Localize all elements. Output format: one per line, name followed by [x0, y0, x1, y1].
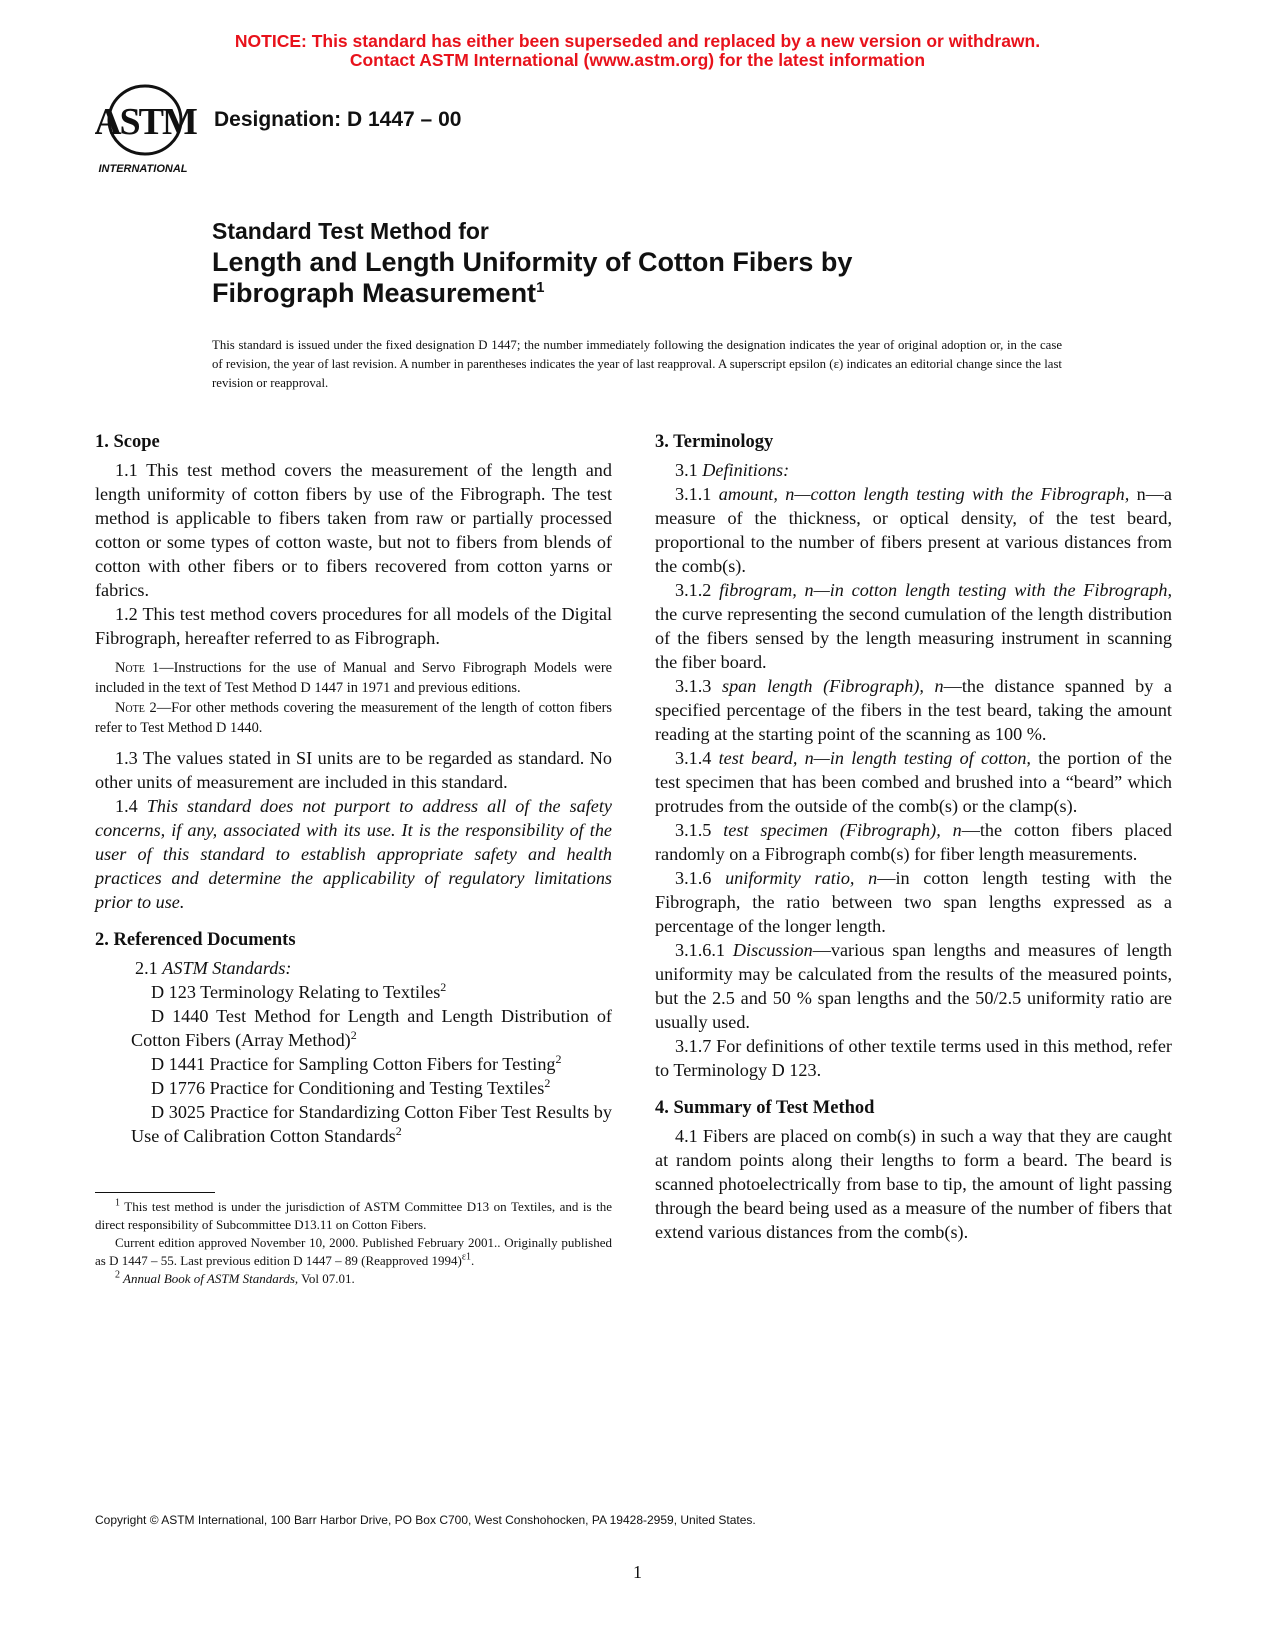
- refdocs-heading: 2. Referenced Documents: [95, 930, 296, 950]
- title-line-3-text: Fibrograph Measurement: [212, 278, 537, 308]
- def-term: amount, n—cotton length testing with the Fibrograph,: [718, 484, 1130, 504]
- svg-text:INTERNATIONAL: INTERNATIONAL: [98, 163, 188, 175]
- footnote-1: [95, 1198, 612, 1234]
- def-3-1-4: [655, 746, 1172, 818]
- astm-logo-mark-icon: [95, 82, 203, 178]
- astm-logo: [95, 82, 203, 178]
- para-2-1: [95, 956, 612, 980]
- def-term: fibrogram, n—in cotton length testing with the Fibrograph,: [719, 580, 1172, 600]
- para-3-1-num: 3.1: [675, 460, 703, 480]
- designation: Designation: D 1447 – 00: [214, 108, 462, 131]
- ref-item-text: D 1776 Practice for Conditioning and Testing Textiles: [151, 1078, 545, 1098]
- footnote-divider: [95, 1192, 215, 1193]
- ref-item: [95, 1076, 612, 1100]
- footnote-2-text: Vol 07.01.: [298, 1271, 355, 1286]
- footnote-1b: Current edition approved November 10, 2000. Published February 2001.. Originally published as D 1447 – 55. Last previous edition D 1447 – 89 (Reapproved 1994)$^{\varepsilon 1}$.: [95, 1235, 612, 1268]
- footnote-1-marker: 1: [115, 1197, 120, 1209]
- footnote-2-italic: Annual Book of ASTM Standards,: [120, 1271, 299, 1286]
- ref-item-text: D 1440 Test Method for Length and Length Distribution of Cotton Fibers (Array Method): [131, 1006, 612, 1050]
- note-2-label: Note 2: [115, 700, 157, 716]
- issue-statement: This standard is issued under the fixed designation D 1447; the number immediately following the designation indicates the year of original adoption or, in the case of revision, the year of last revision. A number in parentheses indicates the year of last reapproval. A superscript epsilon (ε) indicates an editorial change since the last revision or reapproval.: [212, 338, 1062, 390]
- title-line-3: [212, 278, 852, 309]
- ref-footnote-ref: 2: [395, 1123, 402, 1138]
- def-text: the portion of the test specimen that has been combed and brushed into a “beard” which protrudes from the outside of the comb(s) or the clamp(s).: [655, 748, 1172, 816]
- ref-footnote-ref: 2: [350, 1027, 357, 1042]
- para-2-1-text: ASTM Standards:: [162, 958, 292, 978]
- note-2: [95, 698, 612, 738]
- notice-line-2: Contact ASTM International (www.astm.org) for the latest information: [349, 50, 926, 70]
- ref-item: [95, 980, 612, 1004]
- title-line-1: Standard Test Method for: [212, 218, 489, 244]
- def-text: —the distance spanned by a specified percentage of the fibers in the test beard, taking the amount reading at the starting point of the scanning as 100 %.: [655, 676, 1173, 744]
- para-1-1: 1.1 This test method covers the measurement of the length and length uniformity of cotton fibers by use of the Fibrograph. The test method is applicable to fibers taken from raw or partially processed cotton or some types of cotton waste, but not to fibers from blends of cotton with other fibers or to fibers recovered from cotton yarns or fabrics.: [95, 460, 612, 600]
- note-2-text: —For other methods covering the measurement of the length of cotton fibers refer to Test Method D 1440.: [95, 700, 613, 736]
- def-term: uniformity ratio, n: [725, 868, 878, 888]
- def-3-1-7: 3.1.7 For definitions of other textile terms used in this method, refer to Terminology D 123.: [655, 1036, 1172, 1080]
- footnote-1-text: This test method is under the jurisdiction of ASTM Committee D13 on Textiles, and is the direct responsibility of Subcommittee D13.11 on Cotton Fibers.: [95, 1199, 612, 1232]
- svg-text:ASTM: ASTM: [95, 101, 196, 143]
- footnote-2: [95, 1270, 612, 1288]
- para-1-2: 1.2 This test method covers procedures for all models of the Digital Fibrograph, hereafter referred to as Fibrograph.: [95, 604, 612, 648]
- def-3-1-6-1: [655, 938, 1172, 1034]
- para-2-1-num: 2.1: [135, 958, 163, 978]
- para-1-4-num: 1.4: [115, 796, 147, 816]
- para-1-4-text: This standard does not purport to address all of the safety concerns, if any, associated with its use. It is the responsibility of the user of this standard to establish appropriate safety and health practices and determine the applicability of regulatory limitations prior to use.: [95, 796, 613, 912]
- def-num: 3.1.6.1: [675, 940, 733, 960]
- def-num: 3.1.6: [675, 868, 726, 888]
- left-column: [95, 430, 612, 1148]
- para-1-4: [95, 794, 612, 914]
- def-3-1-6: [655, 866, 1172, 938]
- ref-footnote-ref: 2: [440, 979, 447, 994]
- def-3-1-2: [655, 578, 1172, 674]
- ref-item-text: D 1441 Practice for Sampling Cotton Fibers for Testing: [151, 1054, 556, 1074]
- def-3-1-5: [655, 818, 1172, 866]
- scope-heading: 1. Scope: [95, 432, 160, 452]
- footnote-2-marker: 2: [115, 1269, 120, 1281]
- ref-item: [95, 1100, 612, 1148]
- def-term: Discussion: [732, 940, 813, 960]
- terminology-heading: 3. Terminology: [655, 432, 774, 452]
- note-1-text: —Instructions for the use of Manual and Servo Fibrograph Models were included in the text of Test Method D 1447 in 1971 and previous editions.: [95, 660, 612, 696]
- page-number: 1: [633, 1562, 642, 1582]
- para-1-3: 1.3 The values stated in SI units are to be regarded as standard. No other units of measurement are included in this standard.: [95, 748, 612, 792]
- ref-item: [95, 1052, 612, 1076]
- def-text: —various span lengths and measures of length uniformity may be calculated from the results of the measured points, but the 2.5 and 50 % span lengths and the 50/2.5 uniformity ratio are usually used.: [655, 940, 1172, 1032]
- def-term: test specimen (Fibrograph), n: [723, 820, 962, 840]
- def-num: 3.1.5: [675, 820, 724, 840]
- notice-line-1: NOTICE: This standard has either been superseded and replaced by a new version or withdrawn.: [234, 31, 1041, 51]
- summary-heading: 4. Summary of Test Method: [655, 1098, 875, 1118]
- footnote-1b-text: Current edition approved November 10, 2000. Published February 2001.. Originally published as D 1447 – 55. Last previous edition D 1447 – 89 (Reapproved 1994): [95, 1235, 612, 1268]
- ref-item-text: D 3025 Practice for Standardizing Cotton Fiber Test Results by Use of Calibration Cotton Standards: [131, 1102, 612, 1146]
- para-3-1: [655, 458, 1172, 482]
- def-text: n—a measure of the thickness, or optical density, of the test beard, proportional to the number of fibers present at various distances from the comb(s).: [655, 484, 1172, 576]
- def-num: 3.1.3: [675, 676, 722, 696]
- copyright-line: Copyright © ASTM International, 100 Barr Harbor Drive, PO Box C700, West Conshohocken, PA 19428-2959, United States.: [95, 1513, 756, 1527]
- def-num: 3.1.1: [675, 484, 719, 504]
- def-text: the curve representing the second cumulation of the length distribution of the fibers sensed by the length measuring instrument in scanning the fiber board.: [655, 604, 1172, 672]
- def-3-1-1: [655, 482, 1172, 578]
- ref-footnote-ref: 2: [555, 1051, 562, 1066]
- def-text: —the cotton fibers placed randomly on a Fibrograph comb(s) for fiber length measurements.: [655, 820, 1172, 864]
- title-line-2: Length and Length Uniformity of Cotton Fibers by: [212, 247, 853, 277]
- ref-footnote-ref: 2: [544, 1075, 551, 1090]
- right-column: [655, 430, 1172, 1244]
- note-1: [95, 658, 612, 698]
- ref-item: [95, 1004, 612, 1052]
- ref-item-text: D 123 Terminology Relating to Textiles: [151, 982, 441, 1002]
- note-1-label: Note 1: [115, 660, 160, 676]
- footnotes: [95, 1198, 612, 1288]
- para-4-1: 4.1 Fibers are placed on comb(s) in such a way that they are caught at random points along their lengths to form a beard. The beard is scanned photoelectrically from base to tip, the amount of light passing through the beard being used as a measure of the number of fibers that extend various distances from the comb(s).: [655, 1126, 1172, 1242]
- def-text: —in cotton length testing with the Fibrograph, the ratio between two span lengths expressed as a percentage of the longer length.: [655, 868, 1173, 936]
- notice-banner: [0, 32, 1275, 70]
- def-term: span length (Fibrograph), n: [722, 676, 944, 696]
- document-title: [212, 216, 852, 309]
- def-num: 3.1.2: [675, 580, 720, 600]
- footnote-1b-sup: ε1: [461, 1251, 472, 1263]
- para-3-1-text: Definitions:: [702, 460, 790, 480]
- title-footnote-ref: 1: [536, 279, 545, 296]
- def-num: 3.1.4: [675, 748, 719, 768]
- def-term: test beard, n—in length testing of cotton,: [718, 748, 1031, 768]
- def-3-1-3: [655, 674, 1172, 746]
